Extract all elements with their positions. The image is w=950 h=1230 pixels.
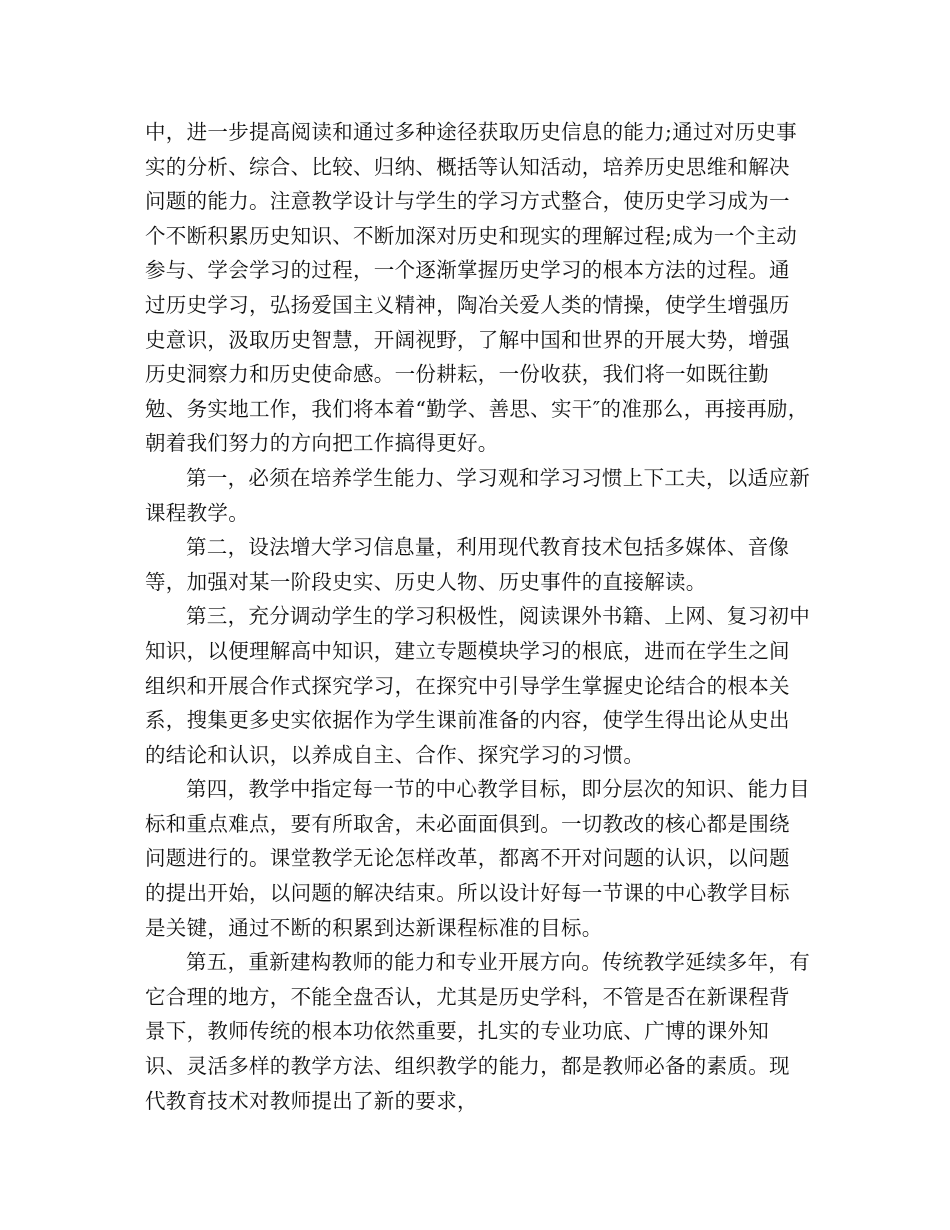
paragraph-third-point: 第三，充分调动学生的学习积极性，阅读课外书籍、上网、复习初中知识，以便理解高中知识，建立专题模块学习的根底，进而在学生之间组织和开展合作式探究学习，在探究中引导学生掌握史论结合的根本关系，搜集更多史实依据作为学生课前准备的内容，使学生得出论从史出的结论和认识，以养成自主、合作、探究学习的习惯。 [145, 604, 810, 767]
document-body [145, 115, 810, 1118]
paragraph-fourth-point: 第四，教学中指定每一节的中心教学目标，即分层次的知识、能力目标和重点难点，要有所取舍，未必面面俱到。一切教改的核心都是围绕问题进行的。课堂教学无论怎样改革，都离不开对问题的认识，以问题的提出开始，以问题的解决结束。所以设计好每一节课的中心教学目标是关键，通过不断的积累到达新课程标准的目标。 [145, 777, 810, 940]
paragraph-fifth-point: 第五，重新建构教师的能力和专业开展方向。传统教学延续多年，有它合理的地方，不能全盘否认，尤其是历史学科，不管是否在新课程背景下，教师传统的根本功依然重要，扎实的专业功底、广博的课外知识、灵活多样的教学方法、组织教学的能力，都是教师必备的素质。现代教育技术对教师提出了新的要求， [145, 950, 810, 1113]
paragraph-first-point: 第一，必须在培养学生能力、学习观和学习习惯上下工夫，以适应新课程教学。 [145, 465, 810, 525]
paragraph-second-point: 第二，设法增大学习信息量，利用现代教育技术包括多媒体、音像等，加强对某一阶段史实、历史人物、历史事件的直接解读。 [145, 535, 790, 594]
paragraph-continuation: 中，进一步提高阅读和通过多种途径获取历史信息的能力;通过对历史事实的分析、综合、比较、归纳、概括等认知活动，培养历史思维和解决问题的能力。注意教学设计与学生的学习方式整合，使历史学习成为一个不断积累历史知识、不断加深对历史和现实的理解过程;成为一个主动参与、学会学习的过程，一个逐渐掌握历史学习的根本方法的过程。通过历史学习，弘扬爱国主义精神，陶冶关爱人类的情操，使学生增强历史意识，汲取历史智慧，开阔视野，了解中国和世界的开展大势，增强历史洞察力和历史使命感。一份耕耘，一份收获，我们将一如既往勤勉、务实地工作，我们将本着“勤学、善思、实干″的准那么，再接再励，朝着我们努力的方向把工作搞得更好。 [145, 120, 809, 456]
